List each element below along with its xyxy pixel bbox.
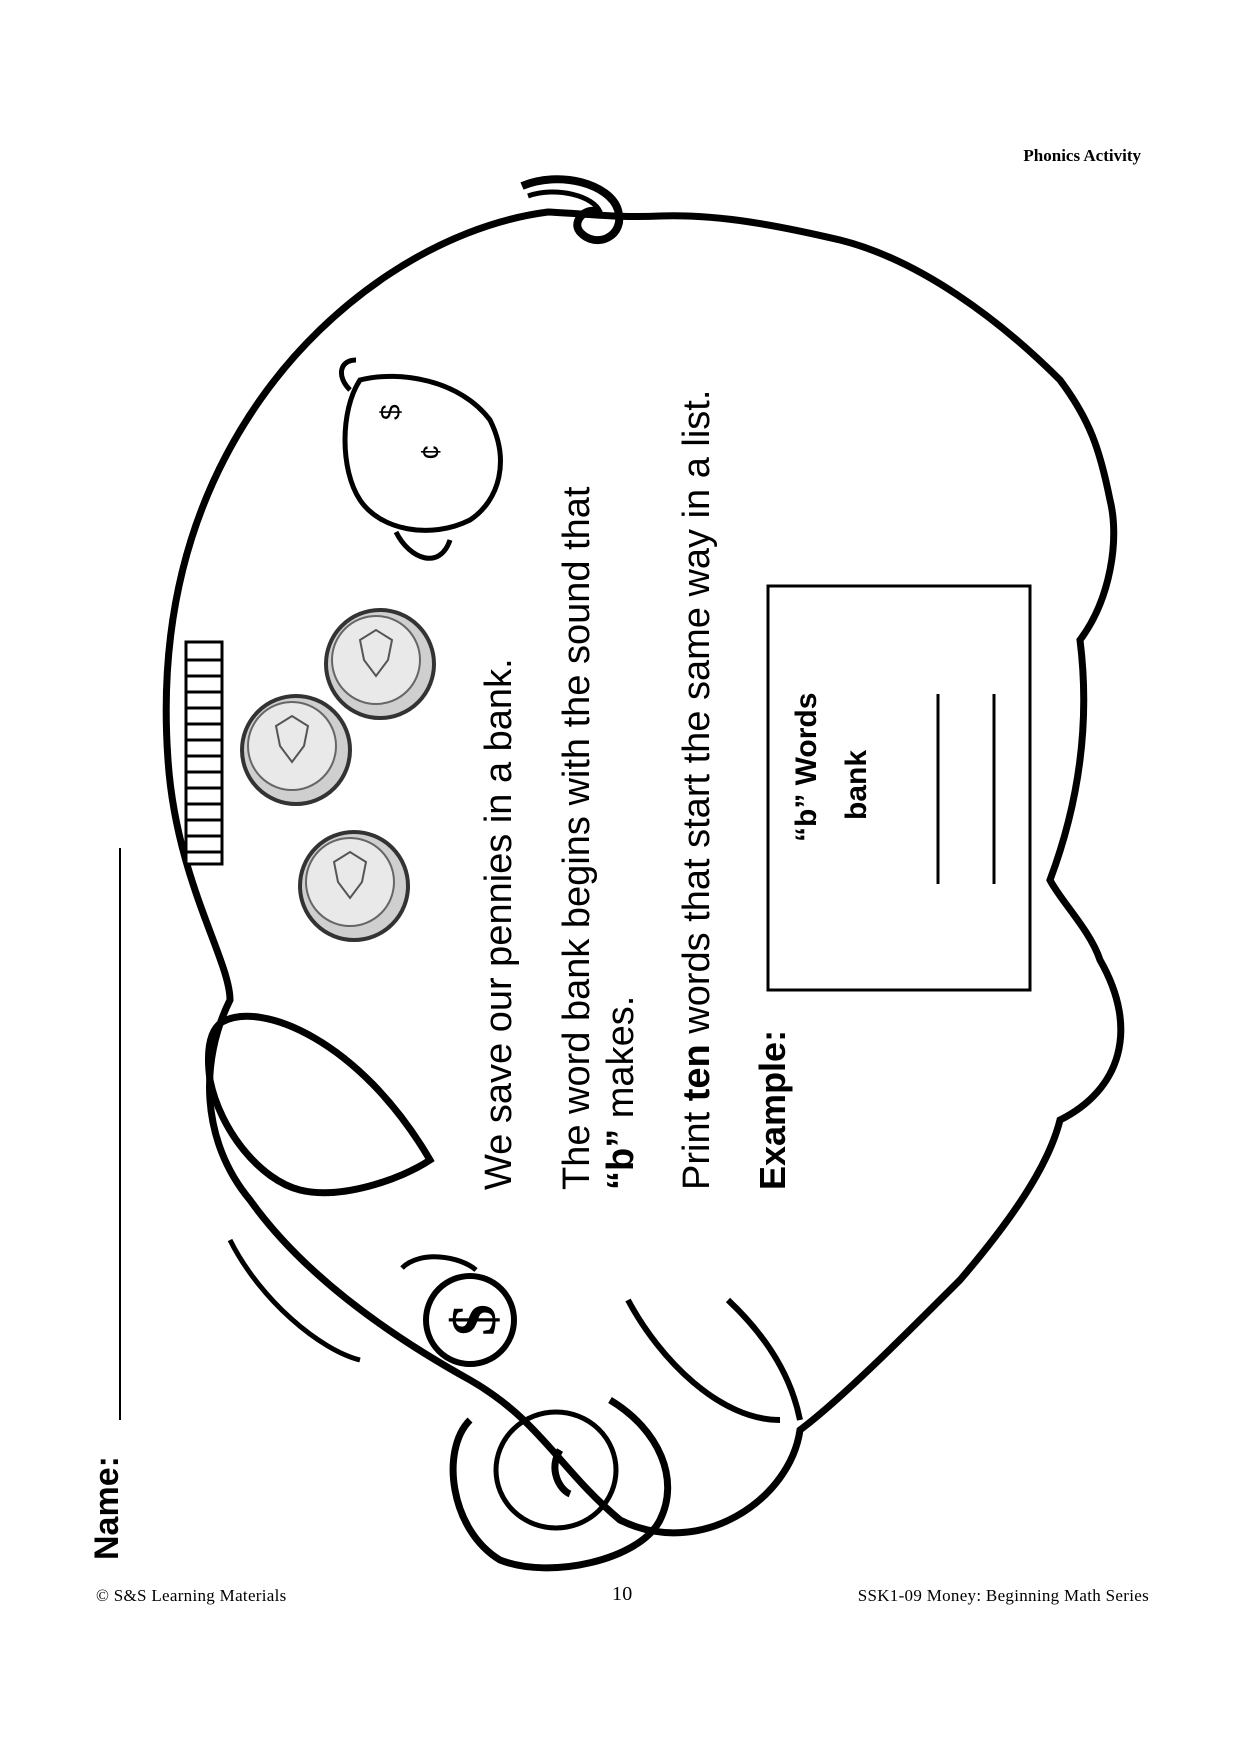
instruction-line-1: We save our pennies in a bank. [478, 658, 520, 1190]
svg-text:¢: ¢ [415, 444, 446, 460]
box-heading: “b” Words [790, 692, 823, 842]
page-number: 10 [612, 1583, 633, 1605]
pig-ear [209, 1016, 431, 1192]
penny-coin-1 [326, 610, 434, 718]
section-label: Phonics Activity [1023, 146, 1141, 165]
box-example-word: bank [840, 749, 873, 820]
penny-coin-3 [300, 832, 408, 940]
pig-mouth [628, 1300, 780, 1420]
instruction-line-3: Print ten words that start the same way in a list. [676, 389, 718, 1190]
coin-slot [186, 642, 222, 864]
small-piggy-mascot [341, 360, 500, 558]
svg-text:$: $ [375, 404, 406, 420]
instruction-line-2: The word bank begins with the sound that [556, 486, 598, 1190]
pig-leg [230, 1240, 360, 1360]
example-label: Example: [752, 1029, 793, 1190]
svg-text:$: $ [438, 1304, 509, 1336]
letter-b: “b” [600, 1128, 642, 1190]
pig-tail [522, 179, 619, 240]
instruction-line-2b: “b” makes. [600, 995, 642, 1190]
footer-series: SSK1-09 Money: Beginning Math Series [857, 1586, 1149, 1605]
emphasis-ten: ten [676, 1044, 718, 1102]
penny-coin-2 [242, 696, 350, 804]
name-label: Name: [88, 1456, 126, 1560]
footer-copyright: © S&S Learning Materials [96, 1586, 287, 1605]
